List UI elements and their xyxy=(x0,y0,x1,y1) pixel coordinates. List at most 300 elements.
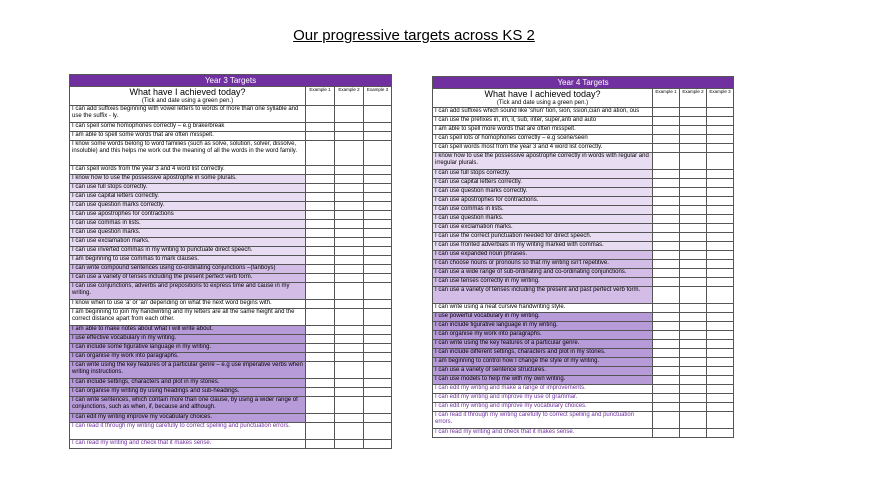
year4-example-3-cell[interactable] xyxy=(707,394,734,403)
year4-example-3-cell[interactable] xyxy=(707,188,734,197)
year4-target-row xyxy=(433,242,734,251)
year3-target-text: I can organise my writing by using headings and sub-headings. xyxy=(70,388,306,397)
year4-example-2-cell[interactable] xyxy=(680,233,707,242)
year3-example-1-cell[interactable] xyxy=(306,440,335,449)
year4-example-3-cell[interactable] xyxy=(707,340,734,349)
year4-example-2-cell[interactable] xyxy=(680,412,707,429)
year3-target-text: I can use inverted commas in my writing to punctuate direct speech. xyxy=(70,247,306,256)
year3-example-2-cell[interactable] xyxy=(335,202,364,211)
year4-example-3-cell[interactable] xyxy=(707,358,734,367)
year4-target-text: I can edit my writing and improve my use of grammar. xyxy=(433,394,653,403)
year4-example-2-cell[interactable] xyxy=(680,117,707,126)
year3-target-text: I use effective vocabulary in my writing. xyxy=(70,335,306,344)
year3-targets-table xyxy=(69,74,392,449)
year4-example-2-cell[interactable] xyxy=(680,429,707,438)
year4-target-row xyxy=(433,144,734,153)
year4-example-1-cell[interactable] xyxy=(653,224,680,233)
year4-target-row xyxy=(433,331,734,340)
year4-example-2-cell[interactable] xyxy=(680,179,707,188)
year4-example-1-cell[interactable] xyxy=(653,358,680,367)
year3-target-text: I can use apostrophes for contractions xyxy=(70,211,306,220)
year3-example-3-cell[interactable] xyxy=(364,202,392,211)
year4-example-1-cell[interactable] xyxy=(653,331,680,340)
year3-example-3-cell[interactable] xyxy=(364,388,392,397)
year3-example-1-cell[interactable] xyxy=(306,326,335,335)
year3-target-text: I can use full stops correctly. xyxy=(70,184,306,193)
year3-example-1-cell[interactable] xyxy=(306,175,335,184)
year3-example-3-cell[interactable] xyxy=(364,106,392,123)
year4-target-row xyxy=(433,269,734,278)
year4-example-2-cell[interactable] xyxy=(680,304,707,313)
year4-target-text: I know how to use the possessive apostrophe correctly in words with regular and irregular plurals. xyxy=(433,153,653,170)
year3-question: What have I achieved today? xyxy=(129,87,246,97)
year3-example-2-cell[interactable] xyxy=(335,274,364,283)
year3-example-3-cell[interactable] xyxy=(364,440,392,449)
year3-example-1-cell[interactable] xyxy=(306,300,335,309)
year3-target-text: I can use exclamation marks. xyxy=(70,238,306,247)
year4-target-text: I can add suffixes which sound like 'shun' tion, sion, ssion,cian and ation, ous xyxy=(433,108,653,117)
year4-example-3-cell[interactable] xyxy=(707,206,734,215)
year3-example-2-cell[interactable] xyxy=(335,229,364,238)
year4-example-1-cell[interactable] xyxy=(653,367,680,376)
year4-example-1-cell[interactable] xyxy=(653,135,680,144)
year3-example-3-cell[interactable] xyxy=(364,175,392,184)
year4-example-3-cell[interactable] xyxy=(707,322,734,331)
year4-target-row xyxy=(433,117,734,126)
year4-header: Year 4 Targets xyxy=(433,77,734,89)
year4-example-3-cell[interactable] xyxy=(707,117,734,126)
year3-target-text: I can organise my work into paragraphs. xyxy=(70,353,306,362)
year4-example-3-cell[interactable] xyxy=(707,269,734,278)
year4-target-row xyxy=(433,313,734,322)
year4-example-1-cell[interactable] xyxy=(653,376,680,385)
year3-example-1-cell[interactable] xyxy=(306,379,335,388)
year3-example-3-cell[interactable] xyxy=(364,274,392,283)
year3-example-2-cell[interactable] xyxy=(335,362,364,379)
year4-example-3-cell[interactable] xyxy=(707,260,734,269)
year3-target-row xyxy=(70,247,392,256)
year4-example-2-cell[interactable] xyxy=(680,188,707,197)
year4-target-row xyxy=(433,126,734,135)
year4-example-1-cell[interactable] xyxy=(653,412,680,429)
year4-example-3-cell[interactable] xyxy=(707,287,734,304)
year4-example-2-cell[interactable] xyxy=(680,135,707,144)
year4-target-row xyxy=(433,188,734,197)
year3-example-2-cell[interactable] xyxy=(335,388,364,397)
year4-example-1-cell[interactable] xyxy=(653,394,680,403)
year3-example-3-cell[interactable] xyxy=(364,353,392,362)
year4-target-text: I can write using the key features of a particular genre. xyxy=(433,340,653,349)
year4-example-2-cell[interactable] xyxy=(680,242,707,251)
year4-example-3-cell[interactable] xyxy=(707,367,734,376)
year4-target-row xyxy=(433,233,734,242)
year3-example-2-cell[interactable] xyxy=(335,397,364,414)
year3-example-1-cell[interactable] xyxy=(306,256,335,265)
year4-example-3-cell[interactable] xyxy=(707,242,734,251)
year3-example-2-cell[interactable] xyxy=(335,265,364,274)
year4-target-text: I can use models to help me with my own writing. xyxy=(433,376,653,385)
year3-instruction: (Tick and date using a green pen.) xyxy=(141,98,234,104)
year3-example-1-cell[interactable] xyxy=(306,202,335,211)
year3-target-row xyxy=(70,362,392,379)
year3-target-text: I can use commas in lists. xyxy=(70,220,306,229)
year3-example-2-cell[interactable] xyxy=(335,256,364,265)
year4-example-1-cell[interactable] xyxy=(653,322,680,331)
year3-example-3-cell[interactable] xyxy=(364,193,392,202)
year3-example-3-cell[interactable] xyxy=(364,344,392,353)
year3-example-1-cell[interactable] xyxy=(306,353,335,362)
year3-example-3-cell[interactable] xyxy=(364,309,392,326)
year4-example-3-cell[interactable] xyxy=(707,313,734,322)
year3-target-row xyxy=(70,335,392,344)
year4-example-1-header: Example 1 xyxy=(653,89,680,108)
year4-example-1-cell[interactable] xyxy=(653,242,680,251)
year3-target-row xyxy=(70,184,392,193)
year4-target-text: I can use tenses correctly in my writing. xyxy=(433,278,653,287)
year3-example-3-cell[interactable] xyxy=(364,184,392,193)
year4-example-3-cell[interactable] xyxy=(707,376,734,385)
year3-example-2-cell[interactable] xyxy=(335,300,364,309)
year3-example-1-cell[interactable] xyxy=(306,132,335,141)
year4-example-2-cell[interactable] xyxy=(680,215,707,224)
year4-target-text: I can use commas in lists. xyxy=(433,206,653,215)
year3-target-row xyxy=(70,193,392,202)
year4-example-3-header: Example 3 xyxy=(707,89,734,108)
year3-example-1-cell[interactable] xyxy=(306,247,335,256)
year4-example-3-cell[interactable] xyxy=(707,304,734,313)
year4-example-3-cell[interactable] xyxy=(707,108,734,117)
year3-example-1-cell[interactable] xyxy=(306,388,335,397)
year4-target-row xyxy=(433,170,734,179)
year4-example-3-cell[interactable] xyxy=(707,385,734,394)
year4-example-2-cell[interactable] xyxy=(680,251,707,260)
year4-example-2-cell[interactable] xyxy=(680,260,707,269)
year3-example-3-cell[interactable] xyxy=(364,283,392,300)
year4-example-2-cell[interactable] xyxy=(680,349,707,358)
year3-target-row xyxy=(70,388,392,397)
year3-example-2-cell[interactable] xyxy=(335,211,364,220)
year4-question: What have I achieved today? xyxy=(484,89,601,99)
year3-example-1-cell[interactable] xyxy=(306,423,335,440)
year4-example-1-cell[interactable] xyxy=(653,197,680,206)
year3-example-3-cell[interactable] xyxy=(364,229,392,238)
year3-target-row xyxy=(70,106,392,123)
year4-example-1-cell[interactable] xyxy=(653,215,680,224)
year4-example-1-cell[interactable] xyxy=(653,126,680,135)
year3-example-1-cell[interactable] xyxy=(306,166,335,175)
year3-example-3-cell[interactable] xyxy=(364,423,392,440)
year4-example-3-cell[interactable] xyxy=(707,251,734,260)
year4-example-3-cell[interactable] xyxy=(707,153,734,170)
year4-example-3-cell[interactable] xyxy=(707,179,734,188)
year3-example-2-header: Example 2 xyxy=(335,87,364,106)
year4-target-text: I can use the prefixes in, im, il, sub, inter, super,anti and auto xyxy=(433,117,653,126)
year4-example-1-cell[interactable] xyxy=(653,233,680,242)
year3-target-text: I can write using the key features of a particular genre – e.g use imperative verbs when writing instructions. xyxy=(70,362,306,379)
year3-example-2-cell[interactable] xyxy=(335,353,364,362)
year4-example-2-cell[interactable] xyxy=(680,206,707,215)
year4-example-2-cell[interactable] xyxy=(680,358,707,367)
year3-example-2-cell[interactable] xyxy=(335,283,364,300)
year3-target-row xyxy=(70,423,392,440)
year4-target-row xyxy=(433,340,734,349)
year4-example-1-cell[interactable] xyxy=(653,304,680,313)
year4-target-text: I am able to spell more words that are often misspelt. xyxy=(433,126,653,135)
year3-example-2-cell[interactable] xyxy=(335,335,364,344)
year4-target-row xyxy=(433,367,734,376)
year3-example-3-cell[interactable] xyxy=(364,141,392,166)
year3-example-2-cell[interactable] xyxy=(335,141,364,166)
year3-target-text: I am able to make notes about what I will write about. xyxy=(70,326,306,335)
year3-example-2-cell[interactable] xyxy=(335,184,364,193)
year4-example-2-cell[interactable] xyxy=(680,170,707,179)
year3-example-1-cell[interactable] xyxy=(306,238,335,247)
year4-question-cell xyxy=(433,89,653,108)
year3-example-2-cell[interactable] xyxy=(335,344,364,353)
year3-example-1-cell[interactable] xyxy=(306,414,335,423)
year3-example-2-cell[interactable] xyxy=(335,379,364,388)
year3-example-1-cell[interactable] xyxy=(306,344,335,353)
year4-example-1-cell[interactable] xyxy=(653,153,680,170)
year3-example-1-cell[interactable] xyxy=(306,397,335,414)
year4-target-text: I can include figurative language in my writing. xyxy=(433,322,653,331)
year3-example-1-cell[interactable] xyxy=(306,193,335,202)
year4-example-2-cell[interactable] xyxy=(680,340,707,349)
year3-target-text: I can read it through my writing carefully to correct spelling and punctuation errors. xyxy=(70,423,306,440)
year3-example-1-cell[interactable] xyxy=(306,229,335,238)
year4-example-1-cell[interactable] xyxy=(653,170,680,179)
year4-example-1-cell[interactable] xyxy=(653,429,680,438)
year4-example-1-cell[interactable] xyxy=(653,260,680,269)
year3-example-2-cell[interactable] xyxy=(335,166,364,175)
year4-example-1-cell[interactable] xyxy=(653,385,680,394)
year3-example-2-cell[interactable] xyxy=(335,440,364,449)
year4-target-text: I can spell words most from the year 3 and 4 word list correctly. xyxy=(433,144,653,153)
year4-example-2-cell[interactable] xyxy=(680,144,707,153)
year3-example-1-cell[interactable] xyxy=(306,106,335,123)
page-title: Our progressive targets across KS 2 xyxy=(293,27,535,44)
year4-example-1-cell[interactable] xyxy=(653,206,680,215)
year3-example-3-cell[interactable] xyxy=(364,132,392,141)
year4-example-3-cell[interactable] xyxy=(707,144,734,153)
year3-example-2-cell[interactable] xyxy=(335,123,364,132)
year4-example-2-cell[interactable] xyxy=(680,197,707,206)
year4-example-3-cell[interactable] xyxy=(707,135,734,144)
year4-example-3-cell[interactable] xyxy=(707,233,734,242)
year3-target-row xyxy=(70,440,392,449)
year4-example-2-cell[interactable] xyxy=(680,126,707,135)
year4-example-1-cell[interactable] xyxy=(653,349,680,358)
year4-target-row xyxy=(433,153,734,170)
year4-example-3-cell[interactable] xyxy=(707,278,734,287)
year3-example-3-cell[interactable] xyxy=(364,379,392,388)
year4-target-row xyxy=(433,412,734,429)
year3-target-row xyxy=(70,141,392,166)
year3-example-1-cell[interactable] xyxy=(306,283,335,300)
year3-target-row xyxy=(70,379,392,388)
year4-example-1-cell[interactable] xyxy=(653,403,680,412)
year4-example-1-cell[interactable] xyxy=(653,108,680,117)
year3-example-3-cell[interactable] xyxy=(364,238,392,247)
year4-target-row xyxy=(433,429,734,438)
year3-example-3-cell[interactable] xyxy=(364,397,392,414)
year4-target-row xyxy=(433,260,734,269)
year4-example-2-cell[interactable] xyxy=(680,313,707,322)
year3-example-2-cell[interactable] xyxy=(335,175,364,184)
year3-example-3-cell[interactable] xyxy=(364,300,392,309)
year3-target-row xyxy=(70,414,392,423)
year3-example-3-cell[interactable] xyxy=(364,414,392,423)
year3-example-1-cell[interactable] xyxy=(306,362,335,379)
year3-target-text: I am beginning to use commas to mark clauses. xyxy=(70,256,306,265)
year3-example-3-cell[interactable] xyxy=(364,220,392,229)
year3-example-2-cell[interactable] xyxy=(335,193,364,202)
year4-example-3-cell[interactable] xyxy=(707,197,734,206)
year3-question-cell xyxy=(70,87,306,106)
year3-example-1-cell[interactable] xyxy=(306,265,335,274)
year4-example-2-cell[interactable] xyxy=(680,331,707,340)
year3-example-2-cell[interactable] xyxy=(335,132,364,141)
year4-target-text: I can read my writing and check that it makes sense. xyxy=(433,429,653,438)
year4-target-row xyxy=(433,385,734,394)
year4-target-text: I can write using a neat cursive handwriting style. xyxy=(433,304,653,313)
year4-example-1-cell[interactable] xyxy=(653,179,680,188)
year3-example-2-cell[interactable] xyxy=(335,106,364,123)
year3-example-1-cell[interactable] xyxy=(306,309,335,326)
year3-example-3-cell[interactable] xyxy=(364,166,392,175)
year4-example-3-cell[interactable] xyxy=(707,224,734,233)
year4-target-text: I can read it through my writing carefully to correct spelling and punctuation errors. xyxy=(433,412,653,429)
year4-example-3-cell[interactable] xyxy=(707,403,734,412)
year4-target-row xyxy=(433,179,734,188)
year4-example-1-cell[interactable] xyxy=(653,287,680,304)
year3-target-row xyxy=(70,274,392,283)
year4-example-1-cell[interactable] xyxy=(653,340,680,349)
year3-target-row xyxy=(70,166,392,175)
year3-target-text: I can write sentences, which contain more than one clause, by using a wider range of conjunctions, such as when, if, because and although. xyxy=(70,397,306,414)
year4-example-1-cell[interactable] xyxy=(653,188,680,197)
year3-target-row xyxy=(70,202,392,211)
year3-target-row xyxy=(70,220,392,229)
year4-target-text: I can use fronted adverbials in my writing marked with commas. xyxy=(433,242,653,251)
year4-example-3-cell[interactable] xyxy=(707,170,734,179)
year3-example-2-cell[interactable] xyxy=(335,326,364,335)
year4-target-text: I can edit my writing and improve my vocabulary choices. xyxy=(433,403,653,412)
year4-example-2-cell[interactable] xyxy=(680,108,707,117)
year4-target-text: I am beginning to control how I change the style of my writing. xyxy=(433,358,653,367)
year3-example-3-cell[interactable] xyxy=(364,247,392,256)
year4-target-text: I can use capital letters correctly. xyxy=(433,179,653,188)
year3-target-text: I can spell some homophones correctly – e.g brake/break xyxy=(70,123,306,132)
year3-example-2-cell[interactable] xyxy=(335,238,364,247)
year4-example-1-cell[interactable] xyxy=(653,251,680,260)
year3-example-1-cell[interactable] xyxy=(306,335,335,344)
year3-example-2-cell[interactable] xyxy=(335,309,364,326)
year3-target-row xyxy=(70,397,392,414)
year4-target-row xyxy=(433,215,734,224)
year3-example-1-cell[interactable] xyxy=(306,123,335,132)
year3-target-text: I can include settings, characters and plot in my stories. xyxy=(70,379,306,388)
year3-target-text: I can use question marks correctly. xyxy=(70,202,306,211)
year3-example-3-cell[interactable] xyxy=(364,265,392,274)
year4-target-row xyxy=(433,224,734,233)
year3-target-text: I can edit my writing improve my vocabulary choices. xyxy=(70,414,306,423)
year4-example-2-cell[interactable] xyxy=(680,322,707,331)
year4-example-2-cell[interactable] xyxy=(680,287,707,304)
year4-example-2-cell[interactable] xyxy=(680,385,707,394)
year3-target-row xyxy=(70,132,392,141)
year4-example-1-cell[interactable] xyxy=(653,313,680,322)
year4-example-3-cell[interactable] xyxy=(707,215,734,224)
year4-example-2-cell[interactable] xyxy=(680,153,707,170)
year3-target-row xyxy=(70,175,392,184)
year3-example-1-cell[interactable] xyxy=(306,274,335,283)
year3-example-3-cell[interactable] xyxy=(364,362,392,379)
year4-instruction: (Tick and date using a green pen.) xyxy=(496,100,589,106)
year4-target-text: I use powerful vocabulary in my writing. xyxy=(433,313,653,322)
year4-target-text: I can organise my work into paragraphs. xyxy=(433,331,653,340)
year4-example-1-cell[interactable] xyxy=(653,144,680,153)
year4-target-text: I can spell lots of homophones correctly – e.g scene/seen xyxy=(433,135,653,144)
year4-example-2-cell[interactable] xyxy=(680,394,707,403)
year4-example-2-cell[interactable] xyxy=(680,269,707,278)
year4-example-3-cell[interactable] xyxy=(707,429,734,438)
year4-example-2-cell[interactable] xyxy=(680,367,707,376)
year4-target-text: I can use question marks correctly. xyxy=(433,188,653,197)
year3-example-1-cell[interactable] xyxy=(306,220,335,229)
year3-example-3-cell[interactable] xyxy=(364,211,392,220)
year3-example-3-cell[interactable] xyxy=(364,335,392,344)
year3-example-3-cell[interactable] xyxy=(364,123,392,132)
year4-target-text: I can choose nouns or pronouns so that my writing isn't repetitive. xyxy=(433,260,653,269)
year4-example-3-cell[interactable] xyxy=(707,412,734,429)
year4-example-2-cell[interactable] xyxy=(680,376,707,385)
year4-target-row xyxy=(433,304,734,313)
year4-target-row xyxy=(433,287,734,304)
year3-example-1-cell[interactable] xyxy=(306,211,335,220)
year3-target-text: I can use capital letters correctly. xyxy=(70,193,306,202)
year3-example-2-cell[interactable] xyxy=(335,220,364,229)
year3-target-row xyxy=(70,283,392,300)
year4-example-1-cell[interactable] xyxy=(653,117,680,126)
year4-example-3-cell[interactable] xyxy=(707,331,734,340)
year4-example-1-cell[interactable] xyxy=(653,278,680,287)
year3-example-3-cell[interactable] xyxy=(364,326,392,335)
year3-target-row xyxy=(70,353,392,362)
year3-example-2-cell[interactable] xyxy=(335,247,364,256)
year3-example-1-cell[interactable] xyxy=(306,141,335,166)
year3-example-2-cell[interactable] xyxy=(335,414,364,423)
year4-example-1-cell[interactable] xyxy=(653,269,680,278)
year3-target-text: I can spell words from the year 3 and 4 word list correctly. xyxy=(70,166,306,175)
year4-target-row xyxy=(433,358,734,367)
year4-example-3-cell[interactable] xyxy=(707,126,734,135)
year4-example-2-cell[interactable] xyxy=(680,224,707,233)
year4-target-text: I can use question marks. xyxy=(433,215,653,224)
year4-targets-table xyxy=(432,76,734,438)
year3-target-text: I can write compound sentences using co-ordinating conjunctions –(fanboys) xyxy=(70,265,306,274)
year3-target-text: I know some words belong to word families (such as solve, solution, solver, dissolve, insoluble) and this helps me work out the meaning of all the words in the word family. xyxy=(70,141,306,166)
year4-example-3-cell[interactable] xyxy=(707,349,734,358)
year4-target-row xyxy=(433,251,734,260)
year3-example-1-cell[interactable] xyxy=(306,184,335,193)
year4-example-2-cell[interactable] xyxy=(680,403,707,412)
year4-target-row xyxy=(433,403,734,412)
year3-example-3-cell[interactable] xyxy=(364,256,392,265)
year3-example-2-cell[interactable] xyxy=(335,423,364,440)
year3-header: Year 3 Targets xyxy=(70,75,392,87)
year4-example-2-cell[interactable] xyxy=(680,278,707,287)
